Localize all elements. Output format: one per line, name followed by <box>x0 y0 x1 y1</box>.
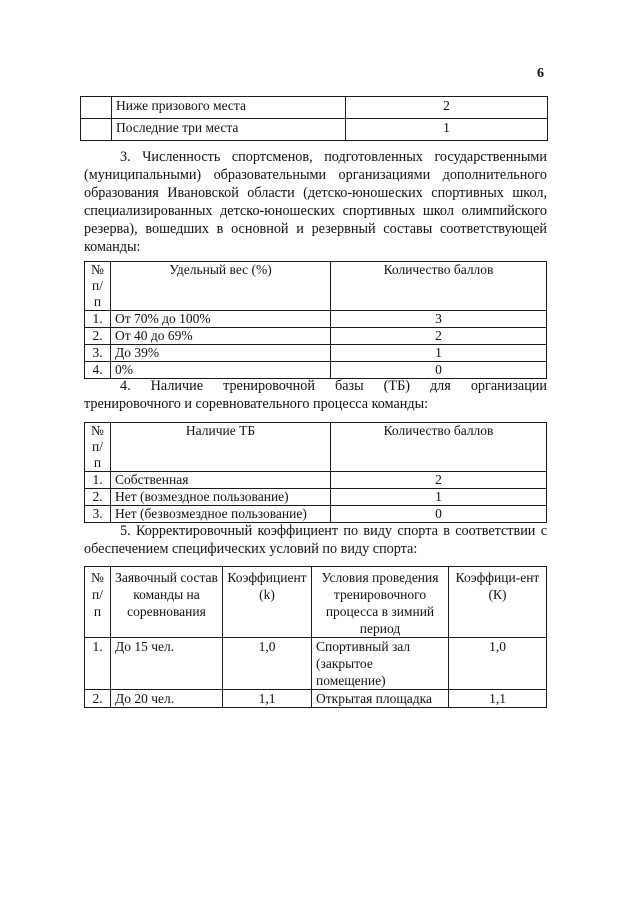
header-roster: Заявочный состав команды на соревнования <box>111 567 223 638</box>
table-row <box>85 311 547 328</box>
table-cell: 2 <box>331 472 547 489</box>
table-cell: 2 <box>346 97 548 119</box>
table-cell: 1. <box>85 638 111 690</box>
table-cell: 1,1 <box>449 690 547 708</box>
table-row <box>85 506 547 523</box>
header-coef-k: Коэффициент (k) <box>223 567 312 638</box>
table-row <box>81 97 548 119</box>
table-cell: 3 <box>331 311 547 328</box>
header-weight: Удельный вес (%) <box>111 262 331 311</box>
table-row <box>81 119 548 141</box>
table-cell: 4. <box>85 362 111 379</box>
table-cell: 1 <box>331 489 547 506</box>
table-cell: 1. <box>85 311 111 328</box>
table-cell: До 39% <box>111 345 331 362</box>
correction-coefficient-table <box>84 566 547 708</box>
table-cell: 0 <box>331 506 547 523</box>
section-5-paragraph: 5. Корректировочный коэффициент по виду спорта в соответствии с обеспечением специфических условий по виду спорта: <box>84 523 547 557</box>
header-num: № п/п <box>85 567 111 638</box>
table-cell: Собственная <box>111 472 331 489</box>
section-4-paragraph: 4. Наличие тренировочной базы (ТБ) для организации тренировочного и соревновательного процесса команды: <box>84 378 547 412</box>
table-row <box>85 690 547 708</box>
table-row <box>85 489 547 506</box>
table-cell: 2. <box>85 690 111 708</box>
table-cell: Ниже призового места <box>112 97 346 119</box>
header-base: Наличие ТБ <box>111 423 331 472</box>
section-3-paragraph: 3. Численность спортсменов, подготовленных государственными (муниципальными) образовательными организациями дополнительного образования Ивановской области (детско-юношеских спортивных школ, специализированных детско-юношеских спортивных школ олимпийского резерва), вошедших в основной и резервный составы соответствующей команды: <box>84 149 547 255</box>
table-cell: 3. <box>85 506 111 523</box>
table-row <box>85 638 547 690</box>
table-cell: До 15 чел. <box>111 638 223 690</box>
table-cell: До 20 чел. <box>111 690 223 708</box>
table-cell: 3. <box>85 345 111 362</box>
table-cell: Последние три места <box>112 119 346 141</box>
page-number: 6 <box>537 66 544 81</box>
table-cell: 2. <box>85 489 111 506</box>
table-cell: 1 <box>346 119 548 141</box>
table-cell: 2. <box>85 328 111 345</box>
table-cell: 1 <box>331 345 547 362</box>
table-cell: Открытая площадка <box>312 690 449 708</box>
table-cell: Нет (безвозмездное пользование) <box>111 506 331 523</box>
table-row <box>85 472 547 489</box>
table-cell: Нет (возмездное пользование) <box>111 489 331 506</box>
athletes-share-table <box>84 261 547 379</box>
table-cell <box>81 97 112 119</box>
header-points: Количество баллов <box>331 262 547 311</box>
table-row <box>85 345 547 362</box>
table-cell: 1,0 <box>449 638 547 690</box>
header-coef-K: Коэффици-ент (К) <box>449 567 547 638</box>
placement-points-table <box>80 96 548 141</box>
table-row <box>85 362 547 379</box>
table-cell: 2 <box>331 328 547 345</box>
table-header-row <box>85 423 547 472</box>
training-base-table <box>84 422 547 523</box>
table-header-row <box>85 262 547 311</box>
table-cell: 1,0 <box>223 638 312 690</box>
table-header-row <box>85 567 547 638</box>
table-cell: Спортивный зал (закрытое помещение) <box>312 638 449 690</box>
table-cell: От 70% до 100% <box>111 311 331 328</box>
table-cell: 0 <box>331 362 547 379</box>
table-cell: От 40 до 69% <box>111 328 331 345</box>
table-cell: 0% <box>111 362 331 379</box>
header-num: № п/п <box>85 262 111 311</box>
table-row <box>85 328 547 345</box>
table-cell: 1,1 <box>223 690 312 708</box>
table-cell: 1. <box>85 472 111 489</box>
header-points: Количество баллов <box>331 423 547 472</box>
header-conditions: Условия проведения тренировочного процесса в зимний период <box>312 567 449 638</box>
header-num: № п/п <box>85 423 111 472</box>
table-cell <box>81 119 112 141</box>
